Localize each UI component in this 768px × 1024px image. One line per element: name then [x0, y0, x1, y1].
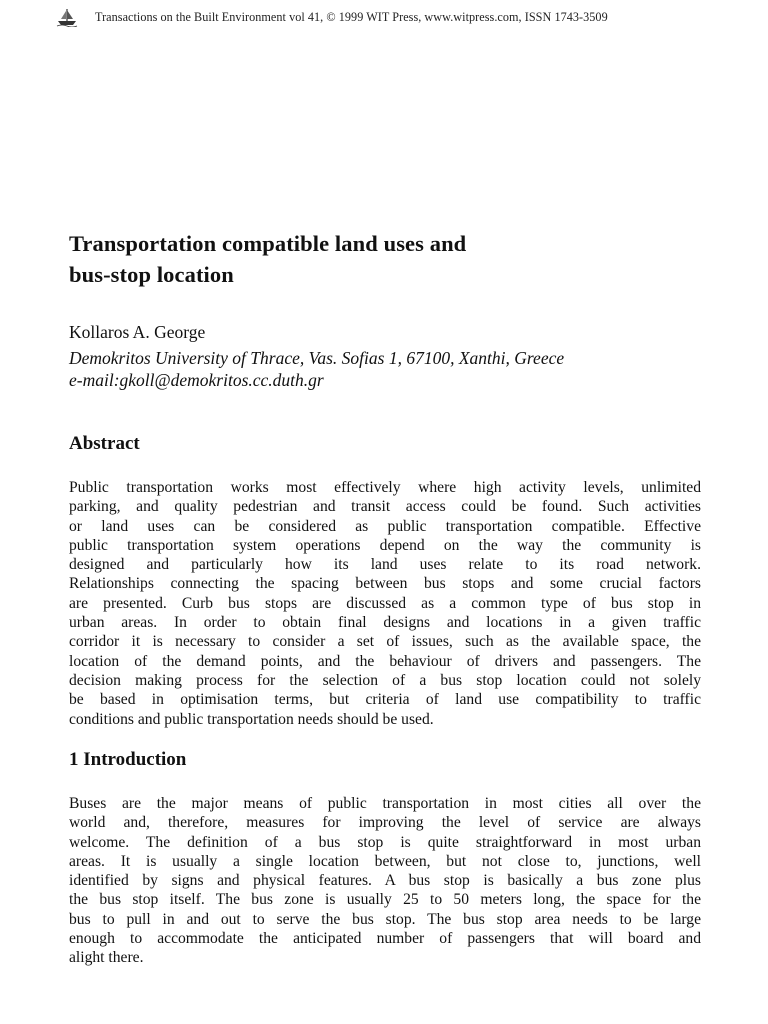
text-line: designed and particularly how its land uses relate to its road network.	[69, 556, 701, 574]
header-citation: Transactions on the Built Environment vol 41, © 1999 WIT Press, www.witpress.com, ISSN 1743-3509	[95, 9, 608, 24]
author-name: Kollaros A. George	[69, 322, 206, 342]
introduction-body	[69, 794, 701, 968]
paper-title	[69, 228, 709, 290]
text-line: parking, and quality pedestrian and transit access could be found. Such activities	[69, 498, 701, 516]
running-header	[56, 6, 756, 28]
author-affiliation-block	[69, 347, 564, 391]
text-line: location of the demand points, and the behaviour of drivers and passengers. The	[69, 652, 701, 670]
text-line: be based in optimisation terms, but criteria of land use compatibility to traffic	[69, 691, 701, 709]
affiliation: Demokritos University of Thrace, Vas. Sofias 1, 67100, Xanthi, Greece	[69, 348, 565, 368]
introduction-heading: 1 Introduction	[69, 749, 187, 770]
text-line: areas. It is usually a single location between, but not close to, junctions, well	[69, 852, 701, 870]
text-line: urban areas. In order to obtain final designs and locations in a given traffic	[69, 614, 701, 632]
text-line: Relationships connecting the spacing between bus stops and some crucial factors	[69, 575, 701, 593]
text-line: Public transportation works most effectively where high activity levels, unlimited	[69, 479, 701, 496]
text-line: alight there.	[69, 949, 144, 967]
text-line: or land uses can be considered as public transportation compatible. Effective	[69, 517, 701, 535]
text-line: public transportation system operations depend on the way the community is	[69, 536, 701, 554]
text-line: the bus stop itself. The bus zone is usually 25 to 50 meters long, the space for the	[69, 891, 701, 909]
title-line: bus-stop location	[69, 262, 234, 287]
text-line: conditions and public transportation needs should be used.	[69, 710, 434, 728]
abstract-heading: Abstract	[69, 433, 140, 454]
text-line: bus to pull in and out to serve the bus stop. The bus stop area needs to be large	[69, 910, 701, 928]
text-line: enough to accommodate the anticipated number of passengers that will board and	[69, 930, 701, 948]
title-line: Transportation compatible land uses and	[69, 231, 467, 256]
text-line: corridor it is necessary to consider a set of issues, such as the available space, the	[69, 633, 701, 651]
text-line: decision making process for the selection of a bus stop location could not solely	[69, 671, 701, 689]
email: e-mail:gkoll@demokritos.cc.duth.gr	[69, 370, 324, 390]
ship-logo-icon	[56, 7, 78, 27]
text-line: world and, therefore, measures for improving the level of service are always	[69, 814, 701, 832]
text-line: Buses are the major means of public transportation in most cities all over the	[69, 795, 701, 812]
abstract-body	[69, 478, 701, 729]
text-line: welcome. The definition of a bus stop is quite straightforward in most urban	[69, 833, 701, 851]
text-line: identified by signs and physical features. A bus stop is basically a bus zone plus	[69, 872, 701, 890]
text-line: are presented. Curb bus stops are discussed as a common type of bus stop in	[69, 594, 701, 612]
